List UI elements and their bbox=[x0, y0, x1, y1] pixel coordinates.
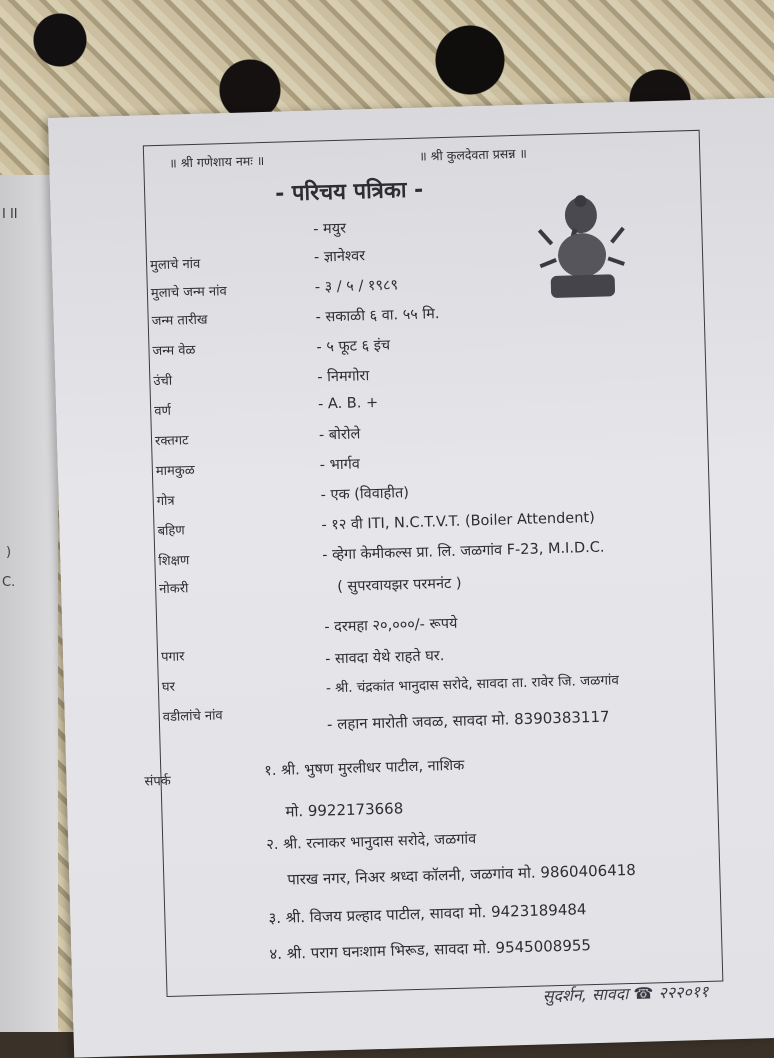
field-value: - निमगोरा bbox=[317, 368, 370, 386]
contact-line: १. श्री. भुषण मुरलीधर पाटील, नाशिक bbox=[264, 757, 465, 780]
ganesha-illustration bbox=[530, 192, 633, 305]
field-value: - १२ वी ITI, N.C.T.V.T. (Boiler Attendent) bbox=[321, 509, 595, 534]
field-value: - सावदा येथे राहते घर. bbox=[325, 648, 445, 668]
field-value: - ३ / ५ / १९८९ bbox=[314, 277, 399, 296]
field-label: शिक्षण bbox=[158, 553, 190, 570]
contact-line: पारख नगर, निअर श्रध्दा कॉलनी, जळगांव मो. 9860406418 bbox=[287, 860, 637, 889]
field-label: मुलाचे जन्म नांव bbox=[150, 284, 227, 302]
field-label: जन्म तारीख bbox=[151, 312, 208, 330]
field-label: मुलाचे नांव bbox=[149, 256, 201, 274]
field-label: मामकुळ bbox=[155, 463, 195, 480]
field-label: उंची bbox=[153, 373, 173, 390]
field-value: - ५ फूट ६ इंच bbox=[316, 337, 391, 356]
left-sheet-fragment: I II bbox=[2, 207, 18, 222]
field-label: जन्म वेळ bbox=[152, 342, 196, 360]
field-label: घर bbox=[161, 679, 176, 696]
contact-line: ४. श्री. पराग घनःशाम भिरूड, सावदा मो. 9545008955 bbox=[269, 936, 592, 964]
field-value: - A. B. + bbox=[317, 394, 379, 413]
field-label: वडीलांचे नांव bbox=[162, 708, 223, 726]
field-value: - ज्ञानेश्वर bbox=[313, 248, 366, 266]
field-value: - बोरोले bbox=[318, 426, 361, 444]
left-sheet-fragment: ) bbox=[6, 545, 12, 560]
field-label: गोत्र bbox=[156, 493, 175, 510]
contact-label: संपर्क bbox=[144, 773, 171, 790]
contact-line: ३. श्री. विजय प्रल्हाद पाटील, सावदा मो. 9423189484 bbox=[268, 900, 587, 928]
field-value: - सकाळी ६ वा. ५५ मि. bbox=[315, 306, 440, 326]
field-label: रक्तगट bbox=[154, 433, 189, 450]
page-title: - परिचय पत्रिका - bbox=[274, 177, 424, 207]
field-label: नोकरी bbox=[159, 581, 189, 598]
field-label: वर्ण bbox=[154, 403, 172, 420]
left-sheet-fragment: C. bbox=[2, 575, 16, 590]
invocation-left: ॥ श्री गणेशाय नमः ॥ bbox=[169, 152, 265, 171]
contact-line: मो. 9922173668 bbox=[285, 799, 404, 821]
field-value: - व्हेगा केमीकल्स प्रा. लि. जळगांव F-23, M.I.D.C. bbox=[322, 539, 605, 564]
biodata-sheet bbox=[48, 97, 774, 1058]
field-value: - दरमहा २०,०००/- रूपये bbox=[324, 615, 458, 636]
field-value: - भार्गव bbox=[319, 456, 361, 474]
invocation-right: ॥ श्री कुलदेवता प्रसन्न ॥ bbox=[419, 145, 528, 164]
field-value: - मयुर bbox=[312, 220, 347, 238]
field-value: ( सुपरवायझर परमनंट ) bbox=[336, 575, 462, 596]
left-folded-sheet bbox=[0, 175, 58, 1032]
field-value: - लहान मारोती जवळ, सावदा मो. 8390383117 bbox=[326, 707, 610, 734]
field-label: बहिण bbox=[157, 523, 185, 540]
contact-line: २. श्री. रत्नाकर भानुदास सरोदे, जळगांव bbox=[266, 831, 477, 854]
field-value: - श्री. चंद्रकांत भानुदास सरोदे, सावदा ता. रावेर जि. जळगांव bbox=[325, 672, 620, 697]
field-value: - एक (विवाहीत) bbox=[320, 485, 410, 504]
field-label: पगार bbox=[160, 649, 185, 666]
printer-stamp: सुदर्शन, सावदा ☎ २२२०११ bbox=[542, 981, 709, 1006]
